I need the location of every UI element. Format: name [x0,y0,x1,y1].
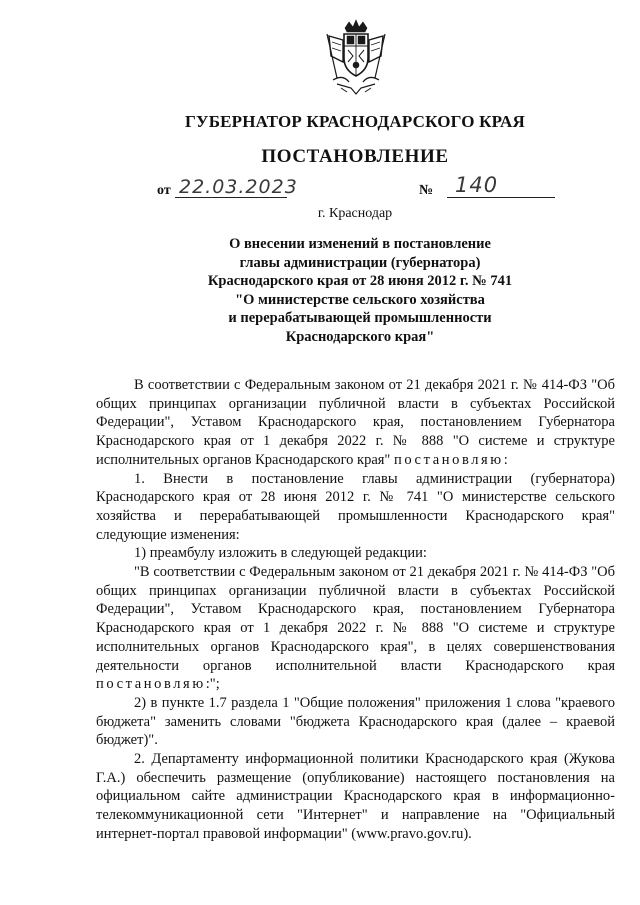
city: г. Краснодар [317,206,393,221]
number-underline [447,197,555,198]
coat-of-arms-icon [323,18,389,96]
date-value: 22.03.2023 [179,176,298,198]
date-number-row [157,173,557,203]
item-1: 1. Внести в постановление главы администрации (губернатора) Краснодарского края от 28 июня 2012 г. № 741 "О министерстве сельского хозяйства и перерабатывающей промышленности Краснодарского края" следующие изменения: [96,470,615,543]
heading-line: Краснодарского края" [285,328,435,345]
document-body [96,376,615,844]
quoted-ending: :"; [205,676,220,693]
heading-line: О внесении изменений в постановление [229,236,491,252]
quoted-preamble [96,563,615,694]
decree-word: постановляю [393,451,504,468]
preamble-paragraph: В соответствии с Федеральным законом от 21 декабря 2021 г. № 414-ФЗ "Об общих принципах организации публичной власти в субъектах Российской Федерации", Уставом Краснодарского края, постановлением Губернатора Краснодарского края от 1 декабря 2022 г. № 888 "О системе и структуре исполнительных органов Краснодарского края" постановляю: [96,377,615,468]
quoted-preamble-text: "В соответствии с Федеральным законом от 21 декабря 2021 г. № 414-ФЗ "Об общих принципах организации публичной власти в субъектах Российской Федерации", Уставом Краснодарского края, постановлением Губернатора Краснодарского края от 1 декабря 2022 г. № 888 "О системе и структуре исполнительных органов Краснодарского края", в целях совершенствования деятельности органов исполнительной власти Краснодарского края [96,564,615,674]
date-label: от [157,183,171,198]
item-2: 2. Департаменту информационной политики Краснодарского края (Жукова Г.А.) обеспечить размещение (опубликование) настоящего постановления на официальном сайте администрации Краснодарского края в информационно-телекоммуникационной сети "Интернет" и направление на "Официальный интернет-портал правовой информации" (www.pravo.gov.ru). [96,751,615,842]
heading-line: главы администрации (губернатора) [239,254,481,271]
number-value: 140 [455,173,499,197]
authority-title: ГУБЕРНАТОР КРАСНОДАРСКОГО КРАЯ [185,112,525,131]
item-1-1: 1) преамбулу изложить в следующей редакции: [134,545,427,562]
document-heading [150,235,570,347]
quoted-decree-word: постановляю [96,676,206,693]
heading-line: и перерабатывающей промышленности [228,310,492,327]
item-1-2: 2) в пункте 1.7 раздела 1 "Общие положения" приложения 1 слова "краевого бюджета" заменить словами "бюджета Краснодарского края (далее – краевой бюджет)". [96,694,615,749]
heading-line: Краснодарского края от 28 июня 2012 г. № 741 [207,273,513,290]
document-type: ПОСТАНОВЛЕНИЕ [261,146,449,167]
heading-line: "О министерстве сельского хозяйства [235,291,485,308]
preamble-text: В соответствии с Федеральным законом от 21 декабря 2021 г. № 414-ФЗ "Об общих принципах организации публичной власти в субъектах Российской Федерации", Уставом Краснодарского края, постановлением Губернатора Краснодарского края от 1 декабря 2022 г. № 888 "О системе и структуре исполнительных органов Краснодарского края" [96,377,615,468]
number-label: № [419,183,434,198]
